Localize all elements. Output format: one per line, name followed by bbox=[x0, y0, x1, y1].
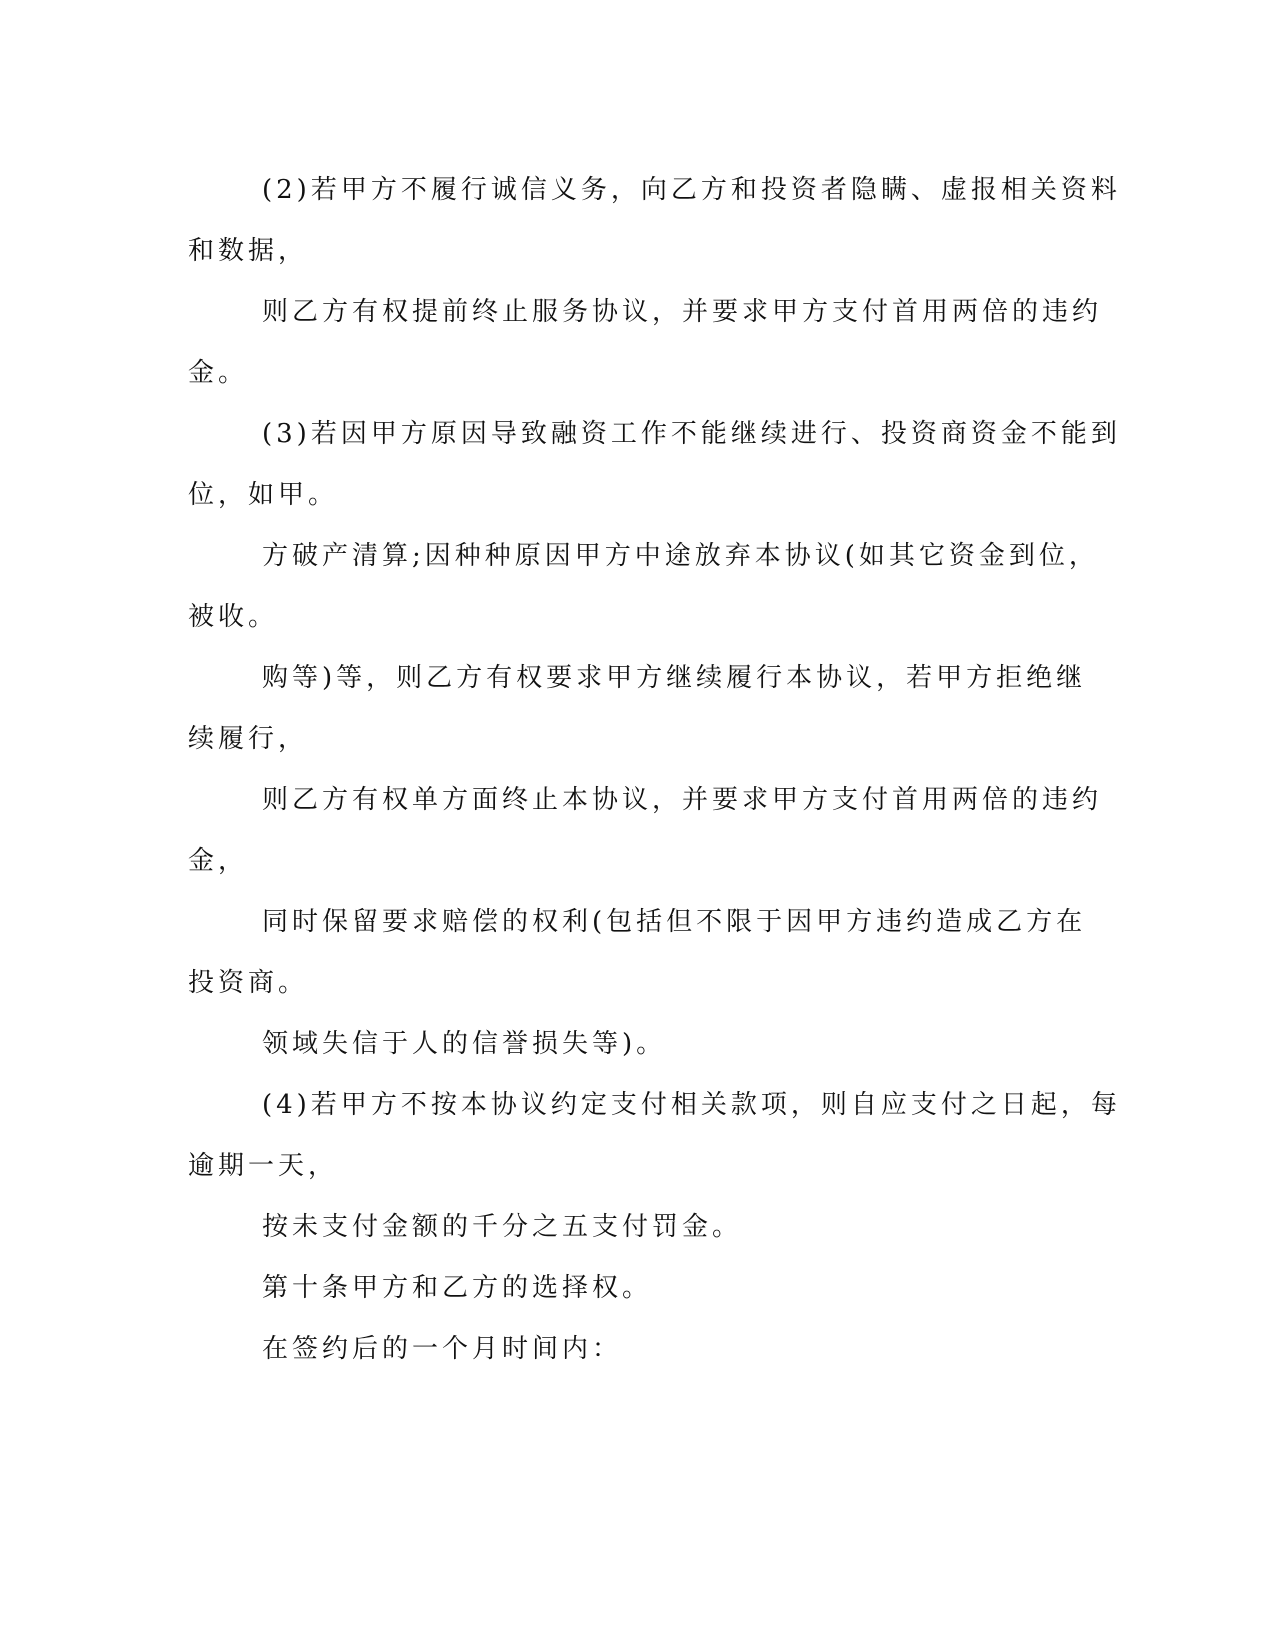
text-line: (2)若甲方不履行诚信义务，向乙方和投资者隐瞒、虚报相关资料 bbox=[262, 175, 1121, 205]
text-line: 方破产清算;因种种原因甲方中途放弃本协议(如其它资金到位， bbox=[262, 541, 1099, 571]
text-line: 位，如甲。 bbox=[188, 480, 339, 510]
text-line: 则乙方有权提前终止服务协议，并要求甲方支付首用两倍的违约 bbox=[262, 297, 1103, 327]
text-line: 被收。 bbox=[188, 602, 279, 632]
text-line: 则乙方有权单方面终止本协议，并要求甲方支付首用两倍的违约 bbox=[262, 785, 1103, 815]
text-line: 同时保留要求赔偿的权利(包括但不限于因甲方违约造成乙方在 bbox=[262, 907, 1087, 937]
text-line: (3)若因甲方原因导致融资工作不能继续进行、投资商资金不能到 bbox=[262, 419, 1121, 449]
text-line: 投资商。 bbox=[188, 968, 309, 998]
text-line: (4)若甲方不按本协议约定支付相关款项，则自应支付之日起，每 bbox=[262, 1090, 1121, 1120]
text-line: 第十条甲方和乙方的选择权。 bbox=[262, 1273, 653, 1303]
text-line: 按未支付金额的千分之五支付罚金。 bbox=[262, 1212, 743, 1242]
text-line: 在签约后的一个月时间内： bbox=[262, 1334, 623, 1364]
text-line: 逾期一天， bbox=[188, 1151, 339, 1181]
document-body bbox=[188, 160, 1121, 1380]
text-line: 和数据， bbox=[188, 236, 309, 266]
text-line: 购等)等，则乙方有权要求甲方继续履行本协议，若甲方拒绝继 bbox=[262, 663, 1087, 693]
text-line: 金。 bbox=[188, 358, 249, 388]
text-line: 金， bbox=[188, 846, 249, 876]
text-line: 领域失信于人的信誉损失等)。 bbox=[262, 1029, 667, 1059]
text-line: 续履行， bbox=[188, 724, 309, 754]
